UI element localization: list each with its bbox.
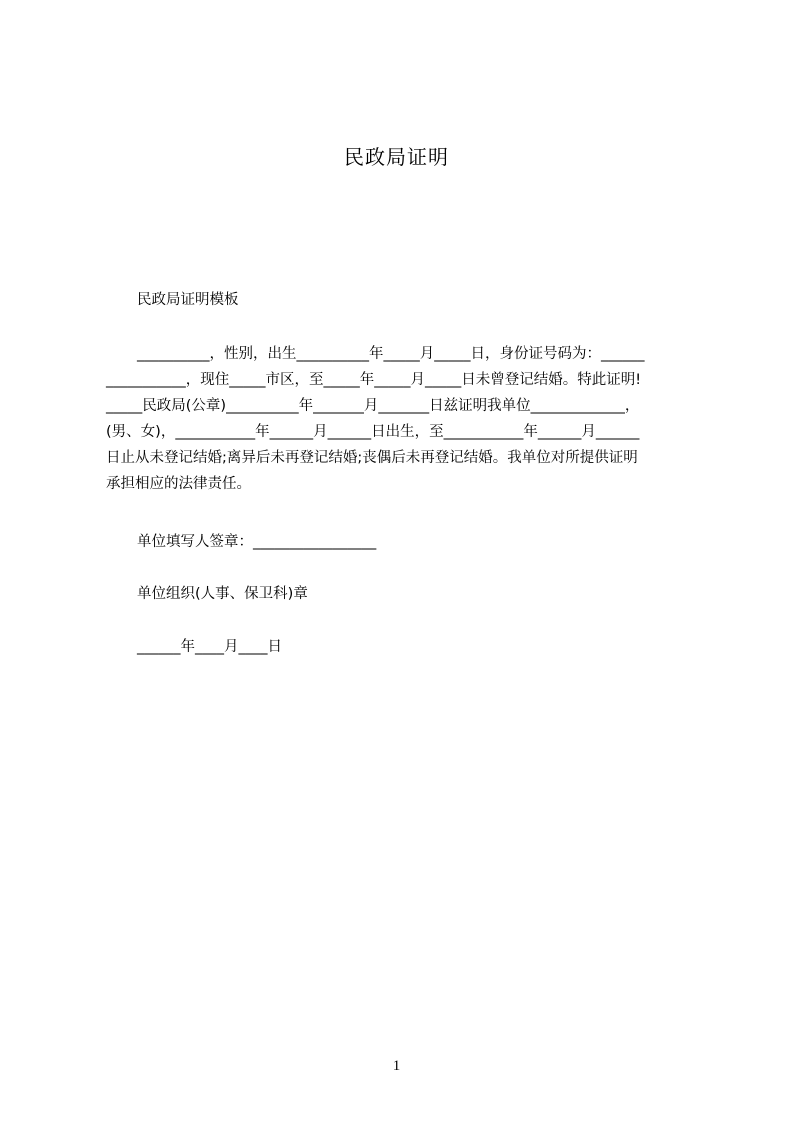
paragraph-line-4: (男、女)，___________年______月______日出生，至___________年______月______	[106, 424, 640, 440]
paragraph-line-1: __________，性别，出生__________年_____月_____日，身份证号码为：______	[137, 346, 645, 362]
paragraph-line-6: 承担相应的法律责任。	[106, 476, 251, 492]
paragraph-line-3: _____民政局(公章)__________年_______月_______日兹证明我单位_____________，	[106, 398, 640, 414]
date-line: ______年____月____日	[137, 639, 282, 655]
document-title: 民政局证明	[344, 145, 449, 169]
signature-label: 单位填写人签章：_________________	[137, 534, 377, 550]
org-seal-label: 单位组织(人事、保卫科)章	[137, 586, 308, 602]
paragraph-line-2: ___________，现住_____市区，至_____年_____月_____日未曾登记结婚。特此证明!	[106, 372, 642, 388]
page-number: 1	[392, 1058, 401, 1074]
subtitle: 民政局证明模板	[137, 292, 239, 308]
paragraph-line-5: 日止从未登记结婚;离异后未再登记结婚;丧偶后未再登记结婚。我单位对所提供证明	[106, 450, 638, 466]
